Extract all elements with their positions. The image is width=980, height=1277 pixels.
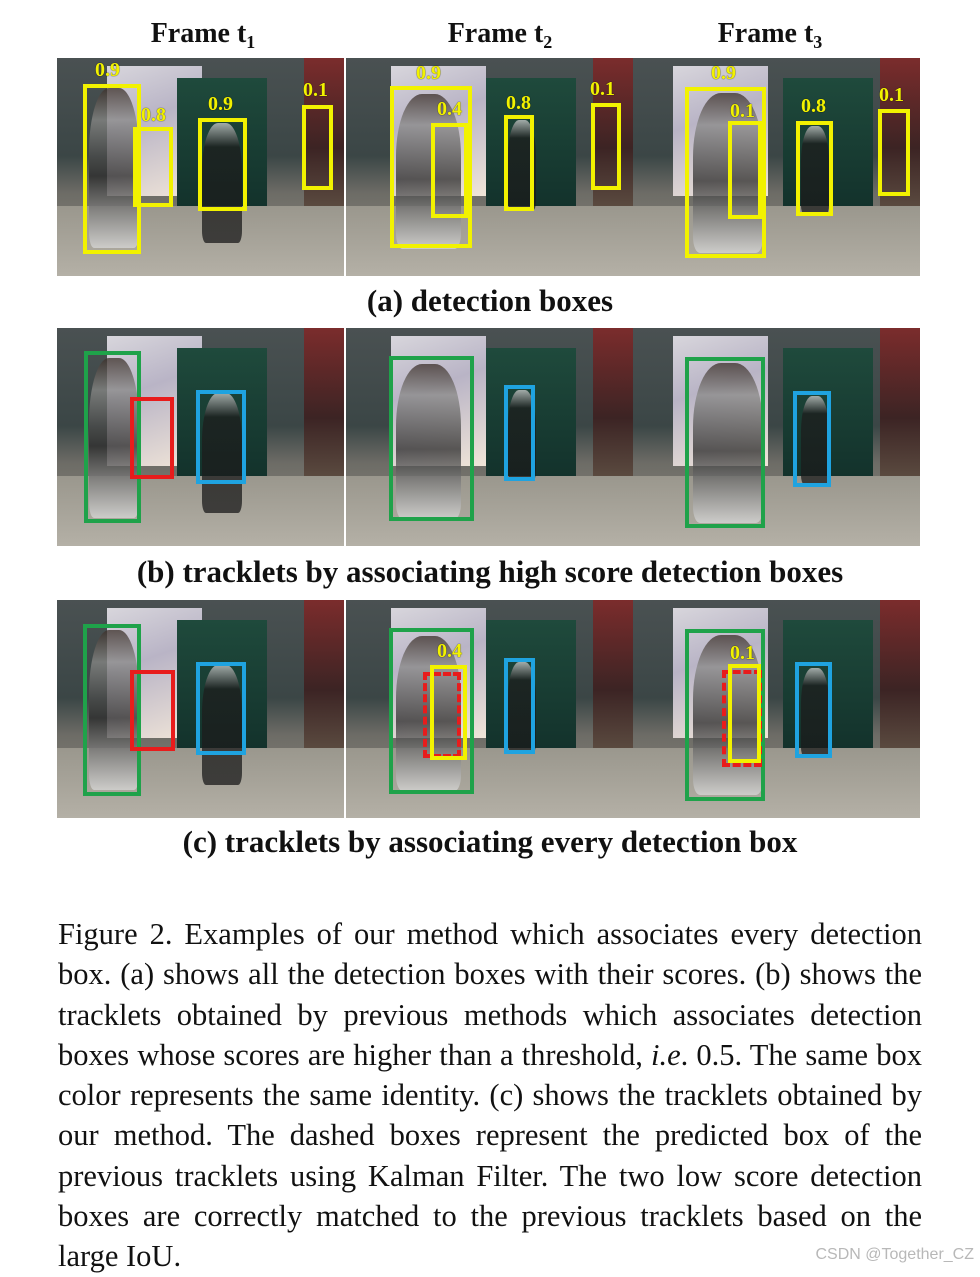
frame-b-t2 [346, 328, 633, 546]
detection-box [591, 103, 621, 190]
detection-box [504, 115, 534, 211]
header-frame-t2 [400, 14, 600, 62]
row-caption-b: (b) tracklets by associating high score detection boxes [136, 554, 844, 589]
background-shopfront [880, 600, 920, 750]
tracklet-box-woman [685, 357, 765, 528]
matched-low-score-box [728, 664, 761, 763]
background-floor [633, 476, 920, 546]
detection-score: 0.9 [95, 59, 120, 81]
detection-score: 0.1 [590, 78, 615, 100]
detection-box [302, 105, 333, 190]
caption-text: . 0.5. The same box color represents the same identity. (c) shows the tracklets obtained by our method. The dashed boxes represent the predicted box of the previous tracklets using Kalman Filter. The two low score detection boxes are correctly matched to the previous tracklets based on the large IoU. [58, 1037, 922, 1274]
frame-b-t1 [57, 328, 344, 546]
frame-c-t3 [633, 600, 920, 818]
tracklet-box-woman [389, 356, 474, 521]
background-shopfront [593, 600, 633, 750]
detection-score: 0.4 [437, 98, 462, 120]
header-subscript: 3 [813, 32, 823, 52]
frame-c-t2 [346, 600, 633, 818]
detection-score: 0.1 [879, 84, 904, 106]
background-shopfront [304, 328, 344, 478]
caption-italic: i.e [651, 1037, 681, 1072]
tracklet-box-man [196, 662, 246, 755]
matched-low-score-box [430, 665, 467, 760]
frame-b-t3 [633, 328, 920, 546]
figure-caption [58, 914, 922, 1277]
background-floor [633, 206, 920, 276]
tracklet-box-man [504, 658, 535, 754]
matched-score: 0.1 [730, 642, 755, 664]
tracklet-box-man [793, 391, 831, 487]
detection-score: 0.1 [303, 79, 328, 101]
detection-box [198, 118, 247, 211]
background-floor [633, 748, 920, 818]
frame-c-t1 [57, 600, 344, 818]
detection-box [133, 127, 173, 207]
detection-score: 0.9 [416, 62, 441, 84]
frame-a-t1 [57, 58, 344, 276]
detection-score: 0.8 [801, 95, 826, 117]
detection-score: 0.9 [208, 93, 233, 115]
frame-a-t2 [346, 58, 633, 276]
detection-score: 0.1 [730, 100, 755, 122]
matched-score: 0.4 [437, 640, 462, 662]
header-label: Frame t [150, 18, 247, 49]
background-shopfront [304, 600, 344, 750]
row-caption-a: (a) detection boxes [366, 283, 614, 318]
header-frame-t3 [670, 14, 870, 62]
header-frame-t1 [103, 14, 303, 62]
tracklet-box-child [130, 397, 174, 479]
detection-score: 0.8 [506, 92, 531, 114]
background-shopfront [593, 328, 633, 478]
header-label: Frame t [717, 18, 814, 49]
watermark: CSDN @Together_CZ [815, 1246, 974, 1263]
tracklet-box-man [795, 662, 832, 758]
background-shopfront [880, 328, 920, 478]
tracklet-box-man [196, 390, 246, 484]
tracklet-box-man [504, 385, 535, 481]
row-caption-c: (c) tracklets by associating every detection box [182, 824, 798, 859]
detection-box [878, 109, 910, 196]
header-subscript: 2 [543, 32, 553, 52]
detection-box [431, 123, 468, 218]
detection-score: 0.8 [141, 104, 166, 126]
tracklet-box-child [130, 670, 175, 751]
detection-box [796, 121, 833, 216]
detection-score: 0.9 [711, 62, 736, 84]
caption-text: Figure 2. Examples of our method which associates every detection box. (a) shows all the detection boxes with their scores. (b) shows the tracklets obtained by previous methods which associates detection boxes whose scores are higher than a threshold, [58, 917, 922, 1072]
header-subscript: 1 [246, 32, 256, 52]
detection-box [728, 121, 762, 219]
frame-a-t3 [633, 58, 920, 276]
header-label: Frame t [447, 18, 544, 49]
